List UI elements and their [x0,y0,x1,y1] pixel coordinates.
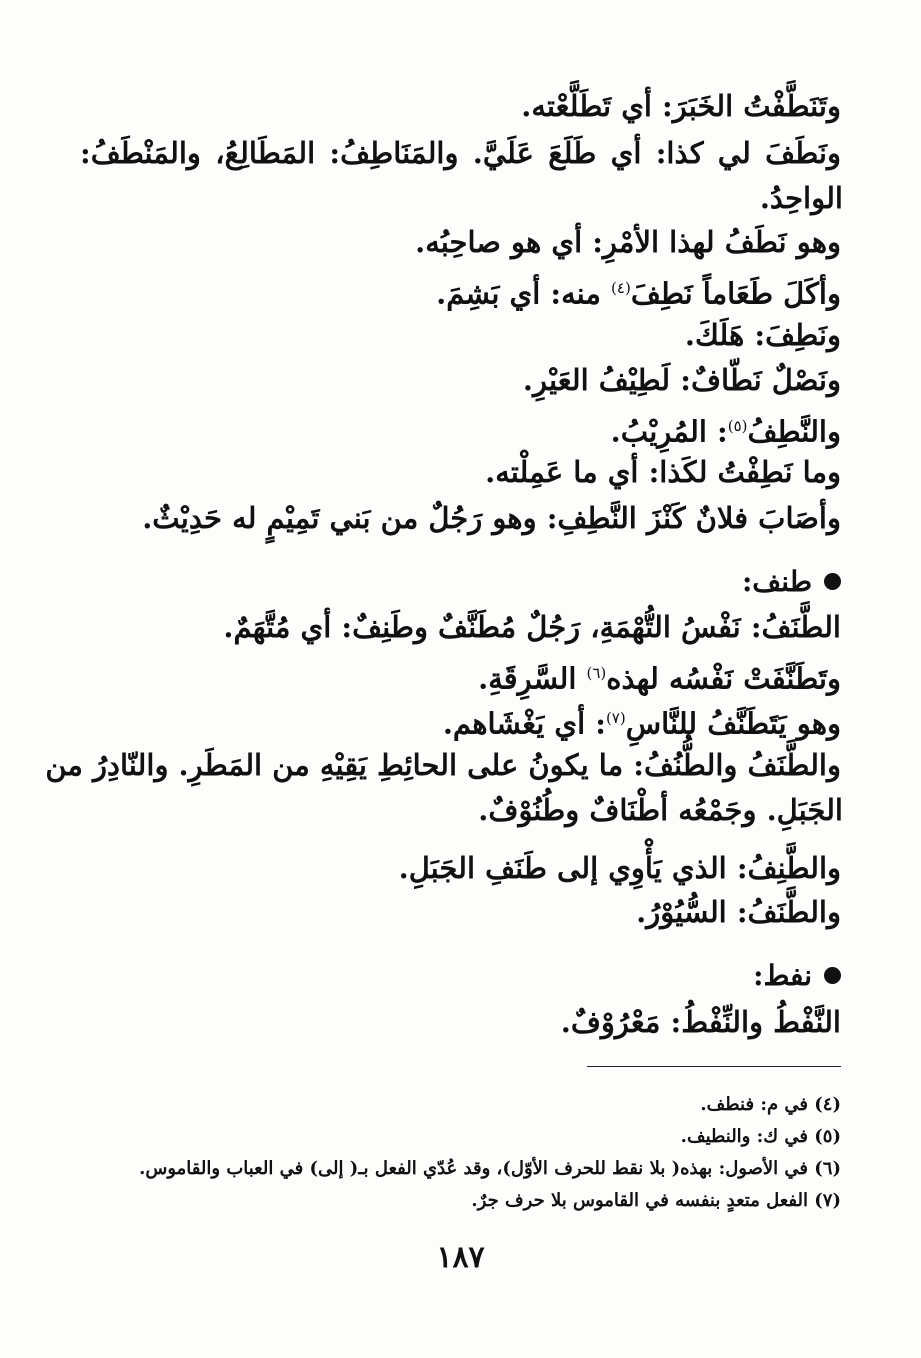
entry-text: وهو يَتَطَنَّفُ للنَّاسِ [625,706,841,741]
footnote: (٦) في الأصول: بهذه( بلا نقط للحرف الأوّل)، وقد عُدّي الفعل بـ( إلى) في العباب والقاموس. [139,1158,841,1179]
entry-text: : أي يَغْشَاهم. [442,706,606,741]
entry-line: والطَّنَفُ: السُّيُوْرُ. [636,895,841,929]
entry-line: ونَصْلٌ نَطّافٌ: لَطِيْفُ العَيْرِ. [522,363,841,397]
entry-text: وأكَلَ طَعَاماً نَطِفَ [630,276,841,311]
entry-text: وتَطَنَّفَتْ نَفْسُه لهذه [606,661,841,696]
section-heading-nafat: نفط: [80,956,841,996]
bullet-icon [824,967,841,984]
footnote: (٧) الفعل متعدٍ بنفسه في القاموس بلا حرف جرٌ. [471,1190,841,1211]
section-heading-tanaf: طنف: [80,562,841,602]
entry-line: الطَّنَفُ: نَفْسُ التُّهْمَةِ، رَجُلٌ مُطَنَّفٌ وطَنِفٌ: أي مُتَّهَمٌ. [223,610,841,644]
entry-line: والطَّنِفُ: الذي يَأْوِي إلى طَنَفِ الجَبَلِ. [398,851,841,885]
entry-line: الجَبَلِ. وجَمْعُه أطْنَافٌ وطُنُوْفٌ. [478,793,843,827]
entry-line: ونَطِفَ: هَلَكَ. [684,318,841,352]
entry-line: والطَّنَفُ والطُّنُفُ: ما يكونُ على الحائِطِ يَقِيْهِ من المَطَرِ. والنّادِرُ من [45,748,841,782]
footnote-ref: (٧) [605,709,626,727]
entry-line [80,698,841,744]
bullet-icon [824,573,841,590]
entry-text: : المُرِيْبُ. [610,414,728,449]
entry-text: والنَّطِفُ [747,414,841,449]
footnote-ref: (٤) [611,279,631,297]
footnote-ref: (٥) [727,417,748,435]
entry-line: ونَطَفَ لي كذا: أي طَلَعَ عَلَيَّ. والمَنَاطِفُ: المَطَالِعُ، والمَنْطَفُ: [80,136,841,170]
entry-line [80,653,841,699]
footnote: (٤) في م: فنطف. [700,1094,841,1115]
entry-line: وهو نَطَفُ لهذا الأمْرِ: أي هو صاحِبُه. [415,225,841,259]
entry-line: النَّفْطُ والنِّفْطُ: مَعْرُوْفٌ. [560,1005,841,1039]
entry-line: وما نَطِفْتُ لكَذا: أي ما عَمِلْته. [485,455,841,489]
footnote-ref: (٦) [586,664,607,682]
page-number: ١٨٧ [436,1240,485,1275]
entry-line: وأصَابَ فلانٌ كَنْزَ النَّطِفِ: وهو رَجُلٌ من بَني تَمِيْمٍ له حَدِيْثٌ. [142,501,841,535]
entry-line: وتَنَطَّفْتُ الخَبَرَ: أي تَطَلَّعْته. [521,89,841,123]
entry-line [80,268,841,314]
footnote: (٥) في ك: والنطيف. [680,1126,841,1147]
entry-text: منه: أي بَشِمَ. [436,276,612,311]
entry-line: الواحِدُ. [759,181,843,215]
entry-text: السَّرِقَةِ. [478,661,587,696]
entry-line [80,406,841,452]
footnote-divider [587,1066,841,1067]
